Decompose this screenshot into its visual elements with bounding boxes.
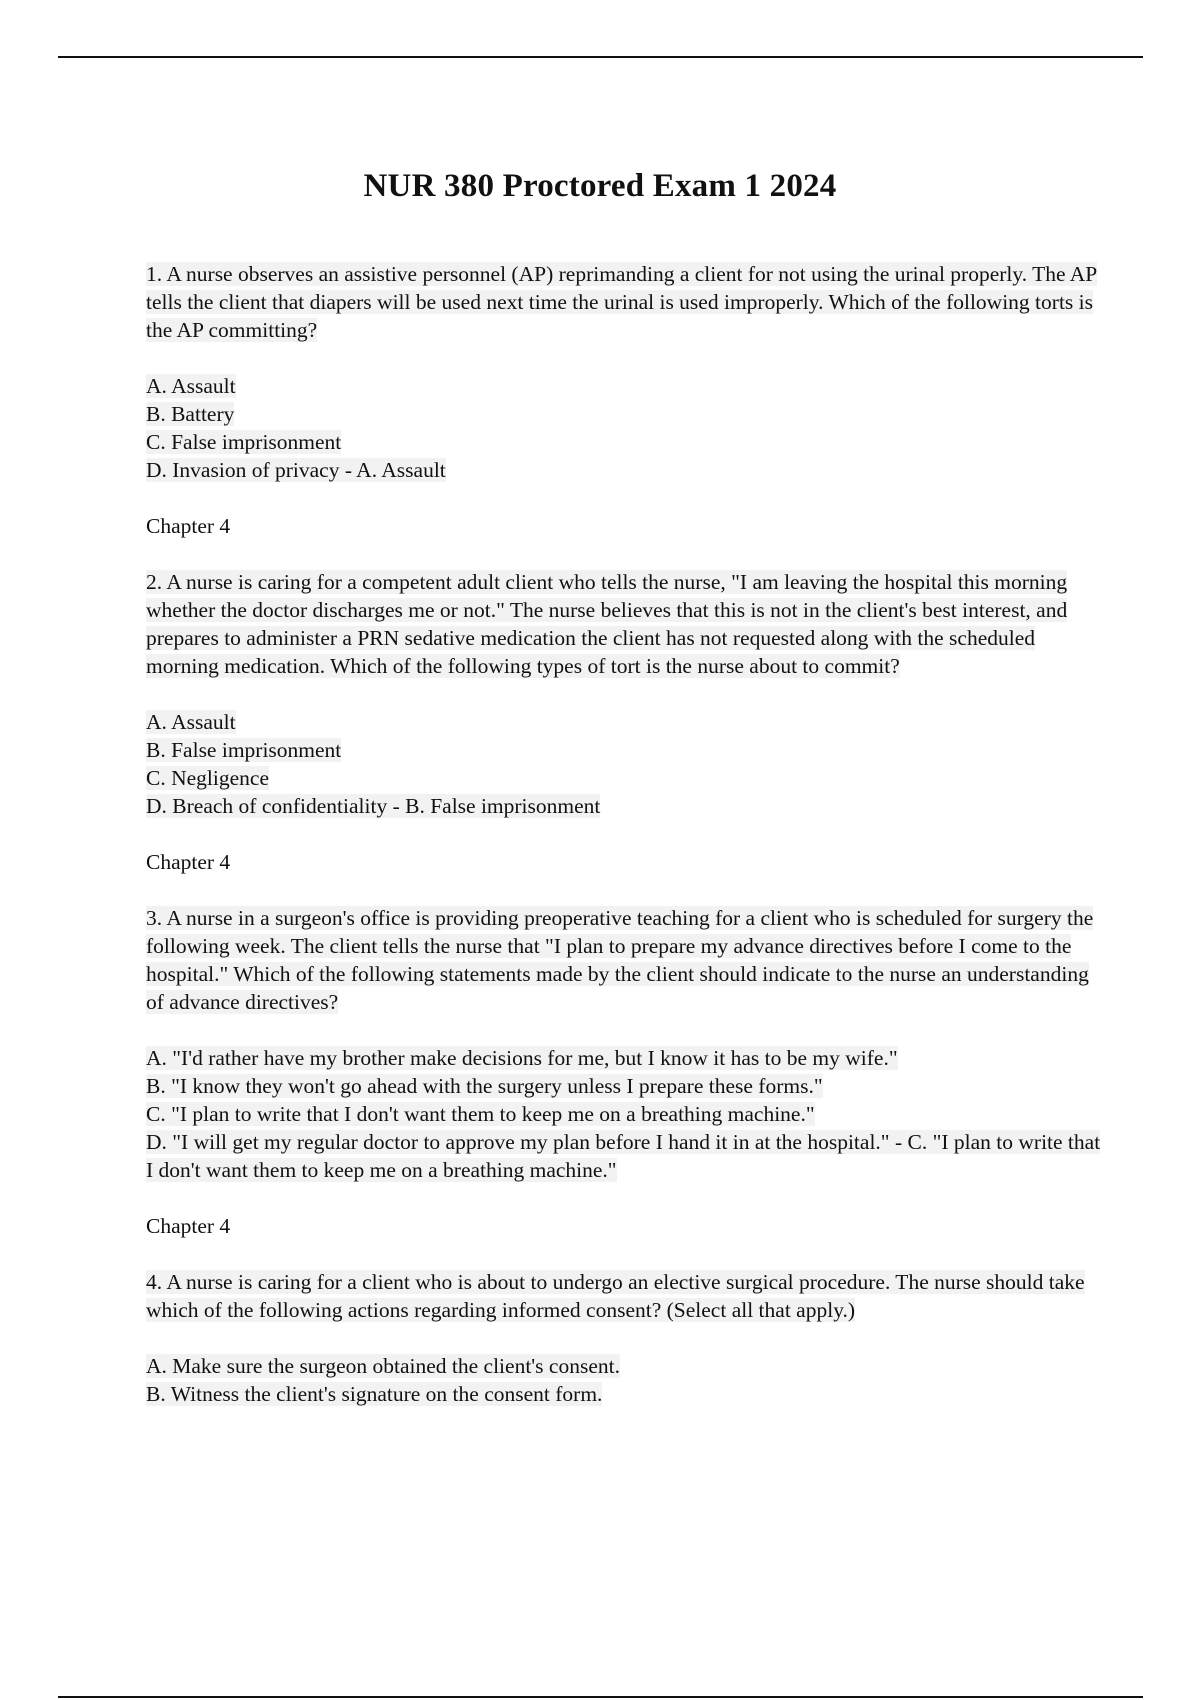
question-1 <box>146 260 1106 540</box>
page-title: NUR 380 Proctored Exam 1 2024 <box>363 168 837 205</box>
question-stem: 1. A nurse observes an assistive personnel (AP) reprimanding a client for not using the urinal properly. The AP tells the client that diapers will be used next time the urinal is used improperly. Which of the following torts is the AP committing? <box>146 262 1098 342</box>
chapter-label: Chapter 4 <box>146 850 231 874</box>
answer-option: D. Invasion of privacy - A. Assault <box>146 458 446 482</box>
answer-option: D. "I will get my regular doctor to approve my plan before I hand it in at the hospital." - C. "I plan to write that I don't want them to keep me on a breathing machine." <box>146 1130 1101 1182</box>
answer-option: B. False imprisonment <box>146 738 342 762</box>
answer-options <box>146 1352 1106 1408</box>
answer-option: B. Battery <box>146 402 235 426</box>
question-4 <box>146 1268 1106 1408</box>
question-3 <box>146 904 1106 1240</box>
answer-option: C. False imprisonment <box>146 430 342 454</box>
answer-option: B. "I know they won't go ahead with the surgery unless I prepare these forms." <box>146 1074 823 1098</box>
answer-options <box>146 372 1106 484</box>
chapter-label: Chapter 4 <box>146 514 231 538</box>
answer-options <box>146 1044 1106 1184</box>
question-stem: 4. A nurse is caring for a client who is about to undergo an elective surgical procedure. The nurse should take which of the following actions regarding informed consent? (Select all that apply.) <box>146 1270 1085 1322</box>
answer-option: A. "I'd rather have my brother make decisions for me, but I know it has to be my wife." <box>146 1046 898 1070</box>
top-rule <box>58 56 1143 58</box>
question-2 <box>146 568 1106 876</box>
answer-option: C. Negligence <box>146 766 269 790</box>
answer-option: C. "I plan to write that I don't want them to keep me on a breathing machine." <box>146 1102 815 1126</box>
question-list <box>146 260 1106 1436</box>
answer-option: B. Witness the client's signature on the consent form. <box>146 1382 603 1406</box>
answer-option: D. Breach of confidentiality - B. False imprisonment <box>146 794 601 818</box>
question-stem: 3. A nurse in a surgeon's office is providing preoperative teaching for a client who is scheduled for surgery the following week. The client tells the nurse that "I plan to prepare my advance directives before I come to the hospital." Which of the following statements made by the client should indicate to the nurse an understanding of advance directives? <box>146 906 1094 1014</box>
answer-option: A. Assault <box>146 710 236 734</box>
answer-option: A. Make sure the surgeon obtained the client's consent. <box>146 1354 620 1378</box>
chapter-label: Chapter 4 <box>146 1214 231 1238</box>
question-stem: 2. A nurse is caring for a competent adult client who tells the nurse, "I am leaving the hospital this morning whether the doctor discharges me or not." The nurse believes that this is not in the client's best interest, and prepares to administer a PRN sedative medication the client has not requested along with the scheduled morning medication. Which of the following types of tort is the nurse about to commit? <box>146 570 1068 678</box>
bottom-rule <box>58 1696 1143 1698</box>
answer-options <box>146 708 1106 820</box>
answer-option: A. Assault <box>146 374 236 398</box>
